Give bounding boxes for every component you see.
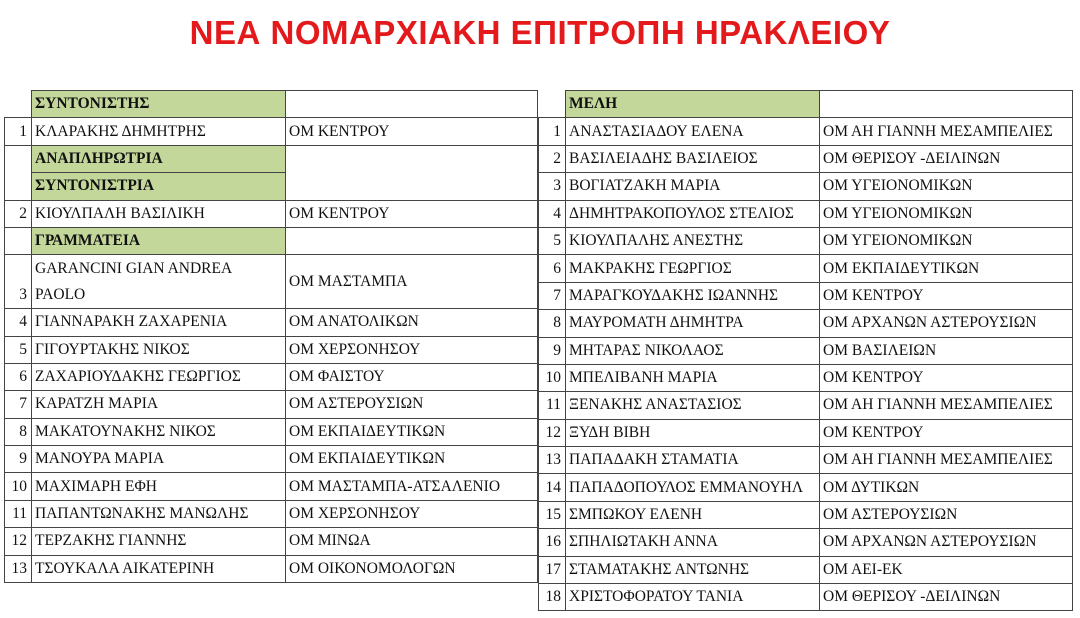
members-heading-row xyxy=(539,91,1073,118)
row-number: 9 xyxy=(5,446,32,473)
member-org: ΟΜ ΚΕΝΤΡΟΥ xyxy=(820,282,1073,309)
member-org: ΟΜ ΑΡΧΑΝΩΝ ΑΣΤΕΡΟΥΣΙΩΝ xyxy=(820,529,1073,556)
member-name: ΜΑΚΡΑΚΗΣ ΓΕΩΡΓΙΟΣ xyxy=(566,255,820,282)
member-org: ΟΜ ΑΗ ΓΙΑΝΝΗ ΜΕΣΑΜΠΕΛΙΕΣ xyxy=(820,447,1073,474)
row-number: 6 xyxy=(539,255,566,282)
member-org: ΟΜ ΜΑΣΤΑΜΠΑ xyxy=(286,255,538,309)
row-number: 1 xyxy=(5,118,32,145)
member-org: ΟΜ ΑΡΧΑΝΩΝ ΑΣΤΕΡΟΥΣΙΩΝ xyxy=(820,310,1073,337)
table-row xyxy=(539,145,1073,172)
member-name: ΜΗΤΑΡΑΣ ΝΙΚΟΛΑΟΣ xyxy=(566,337,820,364)
member-name-line1: GARANCINI GIAN ANDREA xyxy=(32,255,286,282)
member-name: ΜΠΕΛΙΒΑΝΗ ΜΑΡΙΑ xyxy=(566,364,820,391)
row-number: 10 xyxy=(5,473,32,500)
member-name: ΤΕΡΖΑΚΗΣ ΓΙΑΝΝΗΣ xyxy=(32,528,286,555)
members-heading: ΜΕΛΗ xyxy=(566,91,820,118)
table-row xyxy=(5,528,538,555)
row-number: 6 xyxy=(5,363,32,390)
deputy-heading-line1: ΑΝΑΠΛΗΡΩΤΡΙΑ xyxy=(32,145,286,172)
member-name: ΞΥΔΗ ΒΙΒΗ xyxy=(566,419,820,446)
member-org: ΟΜ ΒΑΣΙΛΕΙΩΝ xyxy=(820,337,1073,364)
deputy-heading-line2: ΣΥΝΤΟΝΙΣΤΡΙΑ xyxy=(32,173,286,200)
row-number: 12 xyxy=(5,528,32,555)
member-org: ΟΜ ΜΑΣΤΑΜΠΑ-ΑΤΣΑΛΕΝΙΟ xyxy=(286,473,538,500)
member-name: ΣΜΠΩΚΟΥ ΕΛΕΝΗ xyxy=(566,501,820,528)
member-name: ΜΑΡΑΓΚΟΥΔΑΚΗΣ ΙΩΑΝΝΗΣ xyxy=(566,282,820,309)
left-committee-table xyxy=(4,90,538,583)
table-row xyxy=(539,419,1073,446)
row-number: 13 xyxy=(539,447,566,474)
table-row xyxy=(539,337,1073,364)
member-org: ΟΜ ΚΕΝΤΡΟΥ xyxy=(286,200,538,227)
member-name: ΧΡΙΣΤΟΦΟΡΑΤΟΥ ΤΑΝΙΑ xyxy=(566,584,820,611)
row-number: 1 xyxy=(539,118,566,145)
table-row xyxy=(539,447,1073,474)
table-row xyxy=(539,584,1073,611)
member-name: ΜΑΚΑΤΟΥΝΑΚΗΣ ΝΙΚΟΣ xyxy=(32,418,286,445)
table-row xyxy=(539,392,1073,419)
member-org: ΟΜ ΑΗ ΓΙΑΝΝΗ ΜΕΣΑΜΠΕΛΙΕΣ xyxy=(820,392,1073,419)
member-org: ΟΜ ΟΙΚΟΝΟΜΟΛΟΓΩΝ xyxy=(286,555,538,582)
table-row xyxy=(539,501,1073,528)
member-name: ΜΑΥΡΟΜΑΤΗ ΔΗΜΗΤΡΑ xyxy=(566,310,820,337)
secretariat-heading-row xyxy=(5,227,538,254)
table-row xyxy=(539,118,1073,145)
member-name: ΖΑΧΑΡΙΟΥΔΑΚΗΣ ΓΕΩΡΓΙΟΣ xyxy=(32,363,286,390)
member-name: ΒΑΣΙΛΕΙΑΔΗΣ ΒΑΣΙΛΕΙΟΣ xyxy=(566,145,820,172)
member-org: ΟΜ ΚΕΝΤΡΟΥ xyxy=(820,364,1073,391)
member-org: ΟΜ ΥΓΕΙΟΝΟΜΙΚΩΝ xyxy=(820,173,1073,200)
member-org: ΟΜ ΚΕΝΤΡΟΥ xyxy=(286,118,538,145)
member-name: ΣΠΗΛΙΩΤΑΚΗ ΑΝΝΑ xyxy=(566,529,820,556)
table-row xyxy=(5,446,538,473)
member-org: ΟΜ ΑΣΤΕΡΟΥΣΙΩΝ xyxy=(286,391,538,418)
row-number: 13 xyxy=(5,555,32,582)
row-number: 5 xyxy=(539,227,566,254)
member-name: ΚΛΑΡΑΚΗΣ ΔΗΜΗΤΡΗΣ xyxy=(32,118,286,145)
table-row xyxy=(5,363,538,390)
row-number: 7 xyxy=(539,282,566,309)
row-number: 2 xyxy=(539,145,566,172)
row-number: 14 xyxy=(539,474,566,501)
member-org: ΟΜ ΧΕΡΣΟΝΗΣΟΥ xyxy=(286,500,538,527)
member-name: ΚΙΟΥΛΠΑΛΗΣ ΑΝΕΣΤΗΣ xyxy=(566,227,820,254)
member-name: ΓΙΑΝΝΑΡΑΚΗ ΖΑΧΑΡΕΝΙΑ xyxy=(32,309,286,336)
member-name-line2: PAOLO xyxy=(32,282,286,309)
row-number: 9 xyxy=(539,337,566,364)
member-name: ΚΙΟΥΛΠΑΛΗ ΒΑΣΙΛΙΚΗ xyxy=(32,200,286,227)
member-org: ΟΜ ΘΕΡΙΣΟΥ -ΔΕΙΛΙΝΩΝ xyxy=(820,584,1073,611)
table-row xyxy=(5,418,538,445)
member-org: ΟΜ ΕΚΠΑΙΔΕΥΤΙΚΩΝ xyxy=(286,418,538,445)
right-members-table xyxy=(538,90,1073,611)
row-number: 8 xyxy=(539,310,566,337)
member-org: ΟΜ ΔΥΤΙΚΩΝ xyxy=(820,474,1073,501)
member-name: ΔΗΜΗΤΡΑΚΟΠΟΥΛΟΣ ΣΤΕΛΙΟΣ xyxy=(566,200,820,227)
member-name: ΠΑΠΑΔΟΠΟΥΛΟΣ ΕΜΜΑΝΟΥΗΛ xyxy=(566,474,820,501)
row-number: 5 xyxy=(5,336,32,363)
member-name: ΠΑΠΑΔΑΚΗ ΣΤΑΜΑΤΙΑ xyxy=(566,447,820,474)
table-row xyxy=(539,255,1073,282)
member-org: ΟΜ ΘΕΡΙΣΟΥ -ΔΕΙΛΙΝΩΝ xyxy=(820,145,1073,172)
table-row xyxy=(5,555,538,582)
row-number: 4 xyxy=(539,200,566,227)
coordinator-heading-row xyxy=(5,91,538,118)
member-org: ΟΜ ΚΕΝΤΡΟΥ xyxy=(820,419,1073,446)
member-name: ΚΑΡΑΤΖΗ ΜΑΡΙΑ xyxy=(32,391,286,418)
row-number: 7 xyxy=(5,391,32,418)
table-row xyxy=(5,391,538,418)
table-row xyxy=(539,173,1073,200)
table-row xyxy=(539,529,1073,556)
table-row xyxy=(539,200,1073,227)
row-number: 11 xyxy=(5,500,32,527)
row-number: 17 xyxy=(539,556,566,583)
member-org: ΟΜ ΜΙΝΩΑ xyxy=(286,528,538,555)
row-number: 10 xyxy=(539,364,566,391)
member-org: ΟΜ ΑΣΤΕΡΟΥΣΙΩΝ xyxy=(820,501,1073,528)
table-row xyxy=(539,282,1073,309)
table-row xyxy=(5,118,538,145)
row-number: 2 xyxy=(5,200,32,227)
row-number: 12 xyxy=(539,419,566,446)
member-name: ΠΑΠΑΝΤΩΝΑΚΗΣ ΜΑΝΩΛΗΣ xyxy=(32,500,286,527)
page-title: ΝΕΑ ΝΟΜΑΡΧΙΑΚΗ ΕΠΙΤΡΟΠΗ ΗΡΑΚΛΕΙΟΥ xyxy=(189,14,891,51)
member-name: ΜΑΝΟΥΡΑ ΜΑΡΙΑ xyxy=(32,446,286,473)
member-name: ΣΤΑΜΑΤΑΚΗΣ ΑΝΤΩΝΗΣ xyxy=(566,556,820,583)
table-row xyxy=(539,364,1073,391)
member-org: ΟΜ ΦΑΙΣΤΟΥ xyxy=(286,363,538,390)
row-number: 3 xyxy=(539,173,566,200)
table-row xyxy=(539,310,1073,337)
member-org: ΟΜ ΥΓΕΙΟΝΟΜΙΚΩΝ xyxy=(820,227,1073,254)
row-number: 16 xyxy=(539,529,566,556)
member-org: ΟΜ ΧΕΡΣΟΝΗΣΟΥ xyxy=(286,336,538,363)
row-number: 11 xyxy=(539,392,566,419)
member-org: ΟΜ ΑΕΙ-ΕΚ xyxy=(820,556,1073,583)
coordinator-heading: ΣΥΝΤΟΝΙΣΤΗΣ xyxy=(32,91,286,118)
secretariat-heading: ΓΡΑΜΜΑΤΕΙΑ xyxy=(32,227,286,254)
table-row xyxy=(5,200,538,227)
row-number: 8 xyxy=(5,418,32,445)
member-org: ΟΜ ΑΝΑΤΟΛΙΚΩΝ xyxy=(286,309,538,336)
member-name: ΓΙΓΟΥΡΤΑΚΗΣ ΝΙΚΟΣ xyxy=(32,336,286,363)
member-name: ΒΟΓΙΑΤΖΑΚΗ ΜΑΡΙΑ xyxy=(566,173,820,200)
member-name: ΞΕΝΑΚΗΣ ΑΝΑΣΤΑΣΙΟΣ xyxy=(566,392,820,419)
member-name: ΤΣΟΥΚΑΛΑ ΑΙΚΑΤΕΡΙΝΗ xyxy=(32,555,286,582)
member-name: ΜΑΧΙΜΑΡΗ ΕΦΗ xyxy=(32,473,286,500)
row-number: 3 xyxy=(5,282,32,309)
member-org: ΟΜ ΕΚΠΑΙΔΕΥΤΙΚΩΝ xyxy=(820,255,1073,282)
member-org: ΟΜ ΥΓΕΙΟΝΟΜΙΚΩΝ xyxy=(820,200,1073,227)
table-row xyxy=(5,473,538,500)
row-number: 18 xyxy=(539,584,566,611)
table-row xyxy=(539,556,1073,583)
table-row xyxy=(5,309,538,336)
table-row xyxy=(5,336,538,363)
table-row xyxy=(539,227,1073,254)
table-row xyxy=(539,474,1073,501)
row-number: 4 xyxy=(5,309,32,336)
table-row xyxy=(5,255,538,282)
table-row xyxy=(5,500,538,527)
member-org: ΟΜ ΕΚΠΑΙΔΕΥΤΙΚΩΝ xyxy=(286,446,538,473)
member-name: ΑΝΑΣΤΑΣΙΑΔΟΥ ΕΛΕΝΑ xyxy=(566,118,820,145)
member-org: ΟΜ ΑΗ ΓΙΑΝΝΗ ΜΕΣΑΜΠΕΛΙΕΣ xyxy=(820,118,1073,145)
deputy-heading-row xyxy=(5,145,538,172)
row-number: 15 xyxy=(539,501,566,528)
